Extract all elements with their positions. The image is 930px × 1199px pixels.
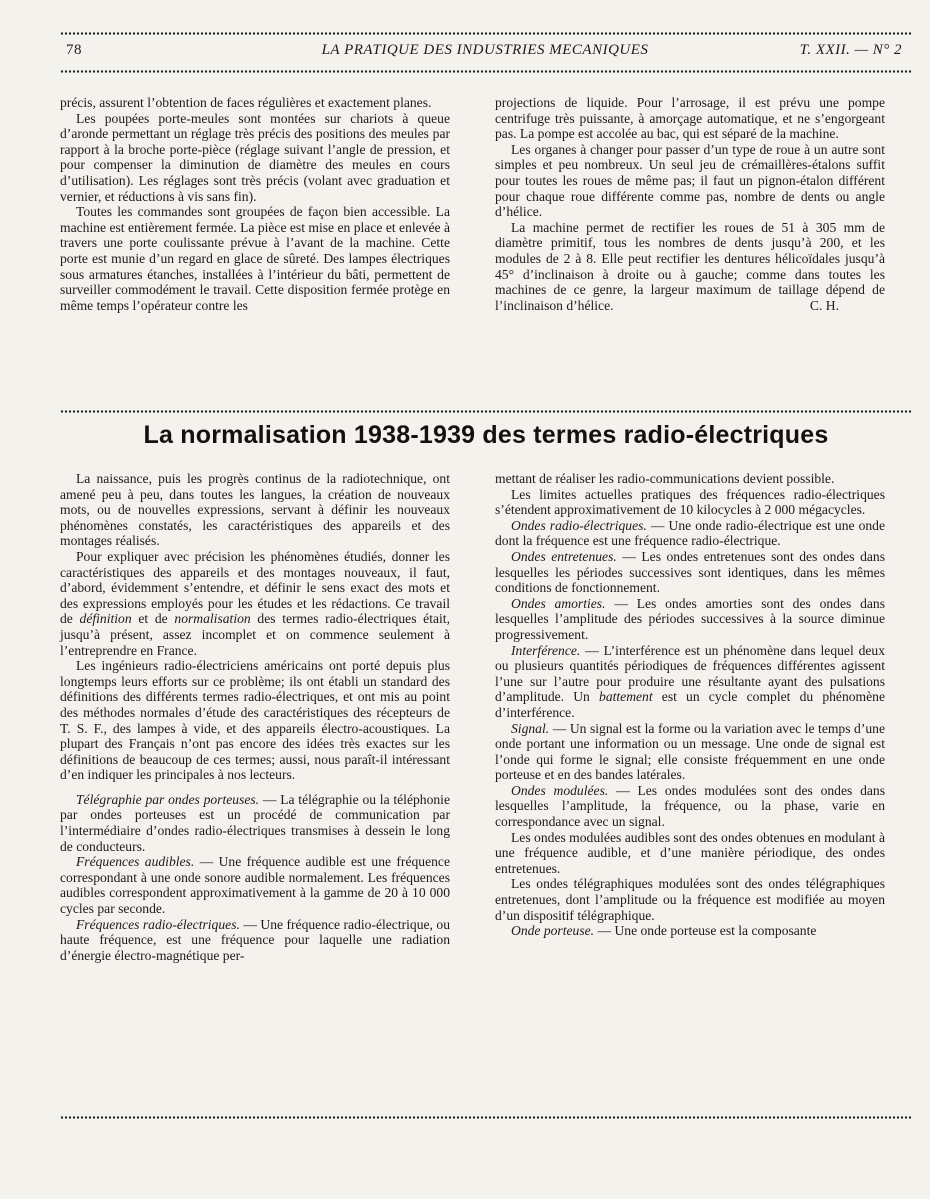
definition-term: Fréquences radio-électriques.: [76, 916, 240, 932]
previous-article-column-right: [495, 95, 885, 313]
definition-term: Ondes amorties.: [511, 595, 606, 611]
definition-entry: [495, 643, 885, 721]
text: des termes radio-électriques était, jusqu’à présent, assez incomplet et on commence seulement à l’entreprendre en France.: [60, 611, 450, 658]
definition-entry: [495, 783, 885, 830]
definition-text: — Les ondes amorties sont des ondes dans lesquelles l’amplitude des périodes successives à la source diminue progressivement.: [495, 595, 885, 642]
definition-term: Télégraphie par ondes porteuses.: [76, 791, 260, 807]
page-number: 78: [66, 42, 82, 58]
paragraph: Les ondes modulées audibles sont des ondes obtenues en modulant à une fréquence audible, et d’une manière périodique, des ondes entretenues.: [495, 829, 885, 876]
definition-text: — Les ondes modulées sont des ondes dans lesquelles l’amplitude, la fréquence, ou la phase, varie en correspondance avec un signal.: [495, 782, 885, 830]
article-title: La normalisation 1938-1939 des termes radio-électriques: [143, 421, 829, 449]
definition-term: Signal.: [511, 720, 550, 736]
definition-text: — L’interférence est un phénomène dans lequel deux ou plusieurs quantités périodiques de fréquences différentes agissent l’une sur l’autre pour produire une résultante ayant des pulsations d’amplitude. Un: [495, 642, 885, 705]
paragraph: La naissance, puis les progrès continus de la radiotechnique, ont amené peu à peu, dans toutes les langues, la création de nouveaux mots, ou de nouvelles expressions, servant à définir les nouveaux phénomènes constatés, les caractéristiques des appareils et des montages réalisés.: [60, 471, 450, 549]
volume-issue: T. XXII. — N° 2: [799, 42, 902, 58]
paragraph: projections de liquide. Pour l’arrosage, il est prévu une pompe centrifuge très puissante, à amorçage automatique, et ne s’engorgeant pas. La pompe est accolée au bac, qui est séparé de la machine.: [495, 95, 885, 142]
running-header: [62, 40, 908, 62]
paragraph: Les ondes télégraphiques modulées sont des ondes télégraphiques entretenues, dont l’amplitude ou la fréquence est modifiée au moyen d’un dispositif télégraphique.: [495, 876, 885, 923]
definition-text: est un cycle complet du phénomène d’interférence.: [495, 689, 885, 720]
definition-entry: [495, 518, 885, 549]
definition-entry: [60, 854, 450, 916]
definition-entry: [495, 923, 885, 939]
paragraph: Les ingénieurs radio-électriciens américains ont porté depuis plus longtemps leurs efforts sur ce problème; ils ont établi un standard des définitions des différents termes radio-électriques, et ont mis au point des méthodes normales d’étude des caractéristiques des récepteurs de T. S. F., des lampes à vide, et des appareils électro-acoustiques. La plupart des Français n’ont pas encore des idées très exactes sur les définitions de beaucoup de ces termes; aussi, nous paraît-il intéressant d’en indiquer les principales à nos lecteurs.: [60, 658, 450, 783]
previous-article-column-left: [60, 95, 450, 313]
definition-term: Interférence.: [511, 642, 581, 658]
header-top-rule: [60, 32, 912, 35]
definition-entry: [60, 917, 450, 964]
definition-text: — Une fréquence radio-électrique, ou haute fréquence, est une fréquence pour laquelle une radiation d’énergie électro-magnétique per-: [60, 916, 450, 963]
paragraph: La machine permet de rectifier les roues de 51 à 305 mm de diamètre primitif, tous les nombres de dents jusqu’à 200, et les modules de 2 à 8. Elle peut rectifier les dentures hélicoïdales jusqu’à 45° d’inclinaison à droite ou à gauche; comme dans toutes les machines de ce genre, la largeur maximum de taillage dépend de l’inclinaison d’hélice.: [495, 219, 885, 313]
definition-term: battement: [599, 689, 653, 705]
definition-text: — Une fréquence audible est une fréquence correspondant à une onde sonore audible normalement. Les fréquences audibles correspondent approximativement à la gamme de 20 à 10 000 cycles par seconde.: [60, 854, 450, 917]
paragraph: [60, 549, 450, 658]
section-divider-top: [60, 410, 912, 413]
definition-text: — Une onde porteuse est la composante: [597, 923, 817, 939]
emphasis: normalisation: [174, 611, 251, 627]
definition-entry: [495, 596, 885, 643]
definition-term: Onde porteuse.: [511, 923, 595, 939]
footer-rule: [60, 1116, 912, 1119]
article-column-right: [495, 471, 885, 939]
emphasis: définition: [79, 611, 132, 627]
definition-text: — La télégraphie ou la téléphonie par ondes porteuses est un procédé de communication par l’intermédiaire d’ondes radio-électriques transmises à dessein le long de conducteurs.: [60, 791, 450, 854]
text: et de: [138, 611, 168, 627]
definition-text: — Un signal est la forme ou la variation avec le temps d’une onde portant une information ou un message. Une onde de signal est l’onde qui forme le signal; elle consiste fréquemment en une onde porteuse et en des bandes latérales.: [495, 720, 885, 783]
article-column-left: [60, 471, 450, 963]
definition-term: Ondes modulées.: [511, 782, 609, 798]
definition-text: — Une onde radio-électrique est une onde dont la fréquence est une fréquence radio-électrique.: [495, 517, 885, 549]
definition-text: — Les ondes entretenues sont des ondes dans lesquelles les périodes successives sont identiques, dans les mêmes conditions de fonctionnement.: [495, 548, 885, 596]
definition-term: Ondes radio-électriques.: [511, 517, 647, 533]
paragraph: Les limites actuelles pratiques des fréquences radio-électriques s’étendent approximativement de 10 kilocycles à 2 000 mégacycles.: [495, 486, 885, 518]
header-bottom-rule: [60, 70, 912, 73]
definition-term: Fréquences audibles.: [76, 854, 195, 870]
definition-term: Ondes entretenues.: [511, 548, 617, 564]
text: Pour expliquer avec précision les phénomènes étudiés, donner les caractéristiques des appareils et des montages nouveaux, il faut, d’abord, évidemment s’entendre, et définir le sens exact des mots et des expressions employés pour les études et les rédactions. Ce travail de: [60, 548, 450, 627]
running-title: LA PRATIQUE DES INDUSTRIES MECANIQUES: [321, 42, 649, 58]
definition-entry: [495, 721, 885, 783]
author-signature: C. H.: [809, 297, 839, 313]
paragraph: Les organes à changer pour passer d’un type de roue à un autre sont simples et peu nombreux. Un seul jeu de crémaillères-étalons suffit pour toutes les roues de même pas; il faut un pignon-étalon différent pour chaque roue différente comme pas, nombre de dents ou angle d’hélice.: [495, 141, 885, 220]
paragraph: Les poupées porte-meules sont montées sur chariots à queue d’aronde permettant un réglage très précis des positions des meules par rapport à la broche porte-pièce (réglage suivant l’angle de pression, et pour compenser la diminution de diamètre des meules en cours d’utilisation). Les réglages sont très précis (volant avec graduation et vernier, et réductions à vis sans fin).: [60, 110, 450, 204]
paragraph: Toutes les commandes sont groupées de façon bien accessible. La machine est entièrement fermée. La pièce est mise en place et enlevée à travers une porte coulissante prévue à l’avant de la machine. Cette porte est munie d’un regard en glace de sûreté. Des lampes électriques sous armatures étanches, installées à l’intérieur du bâti, permettent de surveiller commodément le travail. Cette disposition fermée protège en même temps l’opérateur contre les: [60, 204, 450, 313]
definition-entry: [495, 549, 885, 596]
definition-entry: [60, 792, 450, 854]
paragraph: précis, assurent l’obtention de faces régulières et exactement planes.: [60, 95, 432, 110]
paragraph: mettant de réaliser les radio-communications devient possible.: [495, 471, 835, 486]
